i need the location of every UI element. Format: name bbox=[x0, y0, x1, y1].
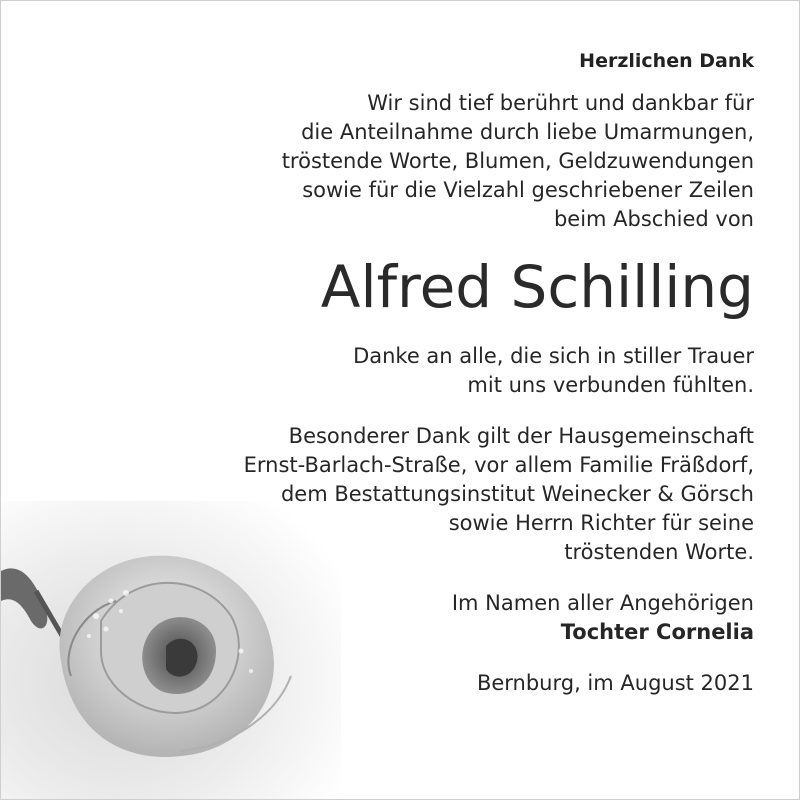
signoff bbox=[114, 589, 754, 647]
intro-paragraph bbox=[114, 89, 754, 234]
thanks-line: Danke an alle, die sich in stiller Trauer bbox=[353, 344, 754, 368]
thanks-line: mit uns verbunden fühlten. bbox=[467, 373, 754, 397]
special-thanks-paragraph bbox=[114, 422, 754, 567]
intro-line: tröstende Worte, Blumen, Geldzuwendungen bbox=[281, 149, 754, 173]
special-line: tröstenden Worte. bbox=[564, 540, 754, 564]
signer-name: Tochter Cornelia bbox=[560, 620, 754, 644]
intro-line: Wir sind tief berührt und dankbar für bbox=[367, 91, 754, 115]
special-line: Besonderer Dank gilt der Hausgemeinschaft bbox=[288, 424, 754, 448]
special-line: Ernst-Barlach-Straße, vor allem Familie Fräßdorf, bbox=[243, 453, 754, 477]
intro-line: beim Abschied von bbox=[553, 207, 754, 231]
place-date-line: Bernburg, im August 2021 bbox=[476, 671, 754, 695]
special-line: sowie Herrn Richter für seine bbox=[448, 511, 754, 535]
thanks-paragraph bbox=[114, 342, 754, 400]
intro-line: die Anteilnahme durch liebe Umarmungen, bbox=[301, 120, 754, 144]
special-line: dem Bestattungsinstitut Weinecker & Görsch bbox=[280, 482, 754, 506]
intro-line: sowie für die Vielzahl geschriebener Zeilen bbox=[302, 178, 754, 202]
signoff-line: Im Namen aller Angehörigen bbox=[451, 591, 754, 615]
deceased-name: Alfred Schilling bbox=[320, 253, 754, 321]
notice-text bbox=[114, 49, 754, 698]
notice-heading: Herzlichen Dank bbox=[579, 50, 754, 72]
place-date bbox=[114, 669, 754, 698]
